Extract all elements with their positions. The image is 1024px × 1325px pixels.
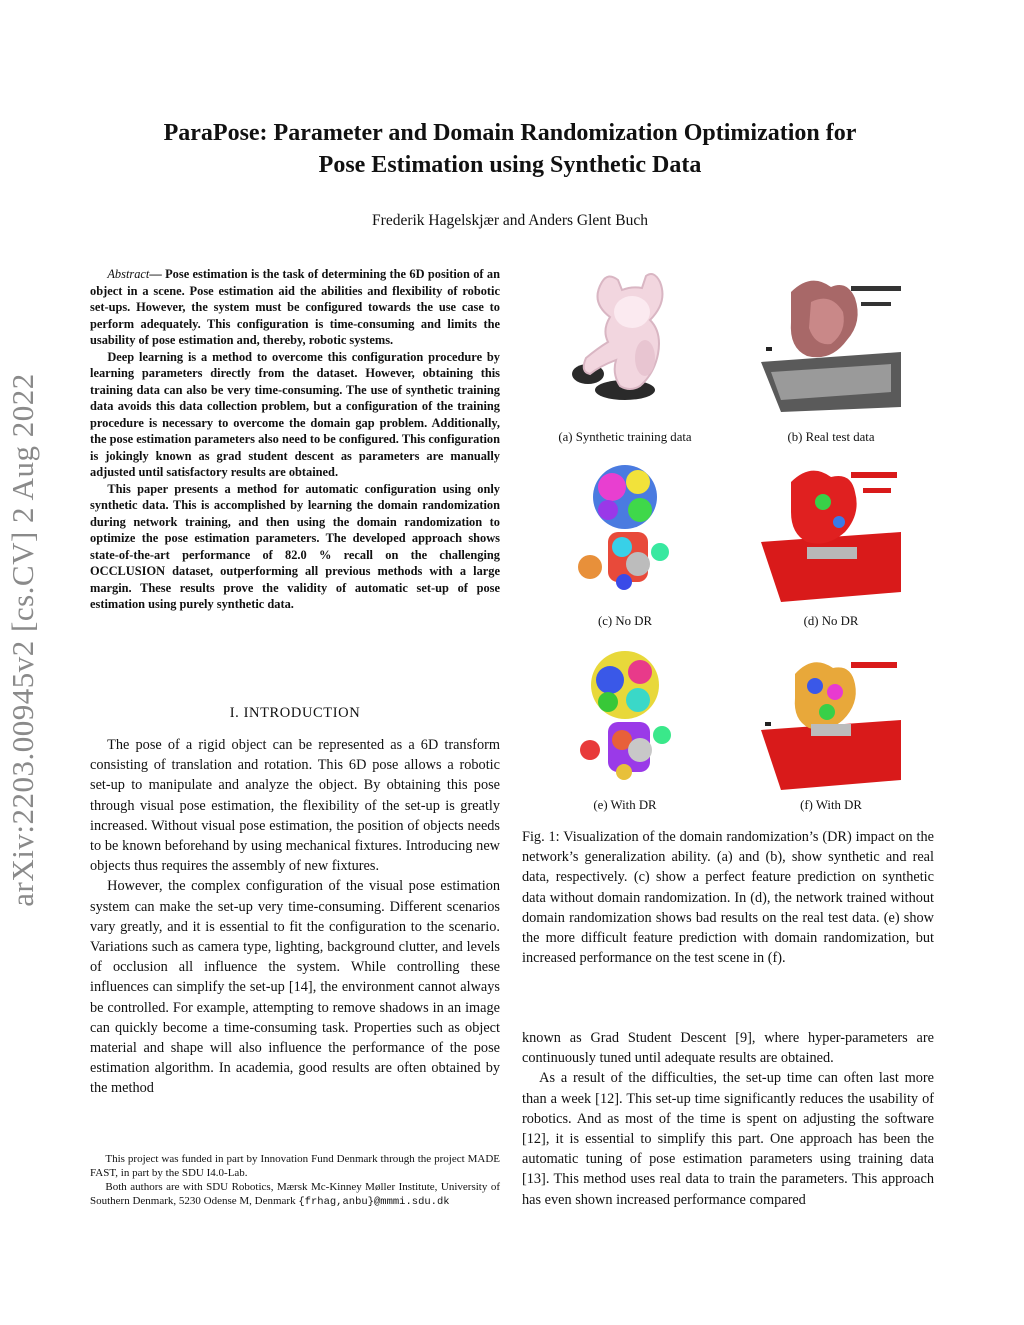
subcaption-c: (c) No DR [597,614,653,628]
author-list: Frederik Hagelskjær and Anders Glent Buch [372,212,648,229]
figure-panel-d [728,452,934,612]
footnote-affiliation: Both authors are with SDU Robotics, Mærsk Mc-Kinney Møller Institute, University of Southern Denmark, 5230 Odense M, Denmark {frhag,anbu}@mmmi.sdu.dk [90,1181,500,1208]
subcaption-b: (b) Real test data [787,430,875,444]
feature-prediction-real-with-dr [751,640,911,800]
title-line-2: Pose Estimation using Synthetic Data [318,152,702,178]
real-test-pointcloud [751,262,911,422]
figure-panel-e [522,640,728,800]
abstract-label: Abstract [107,267,150,281]
figure-1-caption: Fig. 1: Visualization of the domain randomization’s (DR) impact on the network’s generalization ability. (a) and (b), show synthetic and real data, respectively. (c) show a perfect feature prediction on synthetic data without domain randomization. In (d), the network trained without domain randomization shows bad results on the real test data. (e) show the more difficult feature prediction with domain randomization, but increased performance on the test scene in (f). [522,829,934,967]
footnote [90,1152,500,1209]
right-paragraph-2: As a result of the difficulties, the set-up time can often last more than a week [12]. This set-up time significantly reduces the usability of robotics. And as most of the time is spent on adjusting the software [12], it is essential to simplify this part. One approach has been the automatic tuning of pose estimation parameters using training data [13]. This method uses real data to train the parameters. This approach has even shown increased performance compared [522,1070,934,1208]
footnote-funding: This project was funded in part by Innovation Fund Denmark through the project MADE FAST, in part by the SDU I4.0-Lab. [90,1153,500,1179]
synthetic-object-render [550,262,700,422]
figure-panel-a [522,262,728,422]
abstract-paragraph-2: Deep learning is a method to overcome this configuration procedure by learning parameters directly from the dataset. However, obtaining this training data can also be very time-consuming. The use of synthetic training data avoids this data collection problem, but a configuration of the training procedure is necessary to overcome the domain gap problem. Additionally, the pose estimation parameters also need to be configured. This configuration is jokingly known as grad student descent as parameters are manually adjusted until satisfactory results are obtained. [90,349,500,479]
right-paragraph-1: known as Grad Student Descent [9], where hyper-parameters are continuously tuned until adequate results are obtained. [522,1030,934,1067]
abstract-text-1: Pose estimation is the task of determining the 6D position of an object in a scene. Pose estimation aid the abilities and flexibility of robotic set-ups. However, the system must be configured towards the use case to perform adequately. This configuration is time-consuming and limits the usability of pose estimation and, thereby, robotic systems. [90,267,500,347]
intro-paragraph-1: The pose of a rigid object can be represented as a 6D transform consisting of translation and rotation. This 6D pose allows a robotic set-up to manipulate and analyze the object. By obtaining this pose through visual pose estimation, the flexibility of the set-up is greatly increased. Without visual pose estimation, the position of objects needs to be known beforehand by using mechanical fixtures. Introducing new objects thus requires the assembly of new fixtures. [90,737,500,875]
feature-prediction-real-no-dr [751,452,911,612]
subcaption-e: (e) With DR [593,798,657,812]
subcaption-f: (f) With DR [800,798,862,812]
figure-panel-b [728,262,934,422]
introduction-text [90,735,500,1099]
abstract [90,266,500,613]
section-heading-introduction: I. INTRODUCTION [229,705,361,721]
feature-prediction-synthetic-no-dr [550,452,700,612]
right-column-text [522,1028,934,1210]
figure-panel-c [522,452,728,612]
feature-prediction-synthetic-with-dr [550,640,700,800]
title-line-1: ParaPose: Parameter and Domain Randomization Optimization for [163,120,857,146]
abstract-dash: — [149,267,166,281]
intro-paragraph-2: However, the complex configuration of the visual pose estimation system can make the set-up very time-consuming. Different scenarios vary greatly, and it is essential to fit the configuration to the scenario. Variations such as camera type, lighting, background clutter, and levels of occlusion all influence the system. While controlling these influences can simplify the set-up [14], the environment cannot always be controlled. For example, attempting to remove shadows in an image can quickly become a time-consuming task. Properties such as object material and shape will also influence the performance of the pose estimation algorithm. In academia, good results are often obtained by the method [90,878,500,1097]
arxiv-identifier-stamp: arXiv:2203.00945v2 [cs.CV] 2 Aug 2022 [5,373,40,907]
subcaption-a: (a) Synthetic training data [558,430,692,444]
abstract-paragraph-3: This paper presents a method for automatic configuration using only synthetic data. This is accomplished by learning the domain randomization during network training, and then using the domain randomization to optimize the pose estimation parameters. The developed approach shows state-of-the-art performance of 82.0 % recall on the challenging OCCLUSION dataset, outperforming all previous methods with a large margin. These results prove the validity of automatic set-up of pose estimation using purely synthetic data. [90,481,500,611]
paper-title [90,117,930,181]
author-email: {frhag,anbu}@mmmi.sdu.dk [298,1196,450,1208]
figure-panel-f [728,640,934,800]
subcaption-d: (d) No DR [803,614,859,628]
abstract-paragraph-1 [90,266,500,349]
